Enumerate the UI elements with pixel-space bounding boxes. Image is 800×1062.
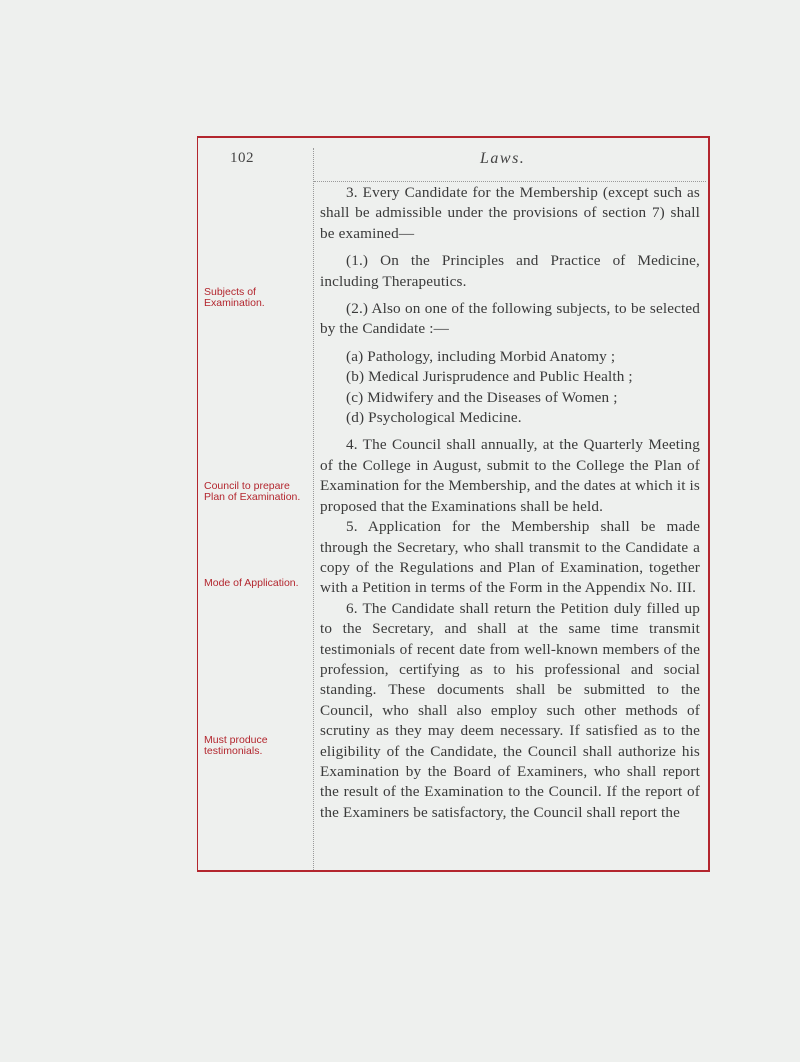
- sidenote-application: Mode of Application.: [204, 577, 299, 589]
- sidenote-council: Council to prepare Plan of Examination.: [204, 480, 301, 503]
- subject-item-a: (a) Pathology, including Morbid Anatomy ;: [346, 347, 616, 365]
- subject-item-d: (d) Psychological Medicine.: [346, 409, 522, 427]
- page-number: 102: [230, 150, 254, 166]
- body-text: [320, 183, 700, 823]
- paragraph-3: 3. Every Candidate for the Membership (except such as shall be admissible under the provisions of section 7) shall be examined—: [320, 184, 700, 242]
- paragraph-3-part-1: (1.) On the Principles and Practice of Medicine, including Therapeutics.: [320, 252, 700, 290]
- paragraph-5: 5. Application for the Membership shall be made through the Secretary, who shall transmit to the Candidate a copy of the Regulations and Plan of Examination, together with a Petition in terms of the Form in the Appendix No. III.: [320, 518, 700, 597]
- margin-divider: [313, 148, 314, 870]
- sidenote-testimonials: Must produce testimonials.: [204, 734, 268, 757]
- header-divider: [314, 181, 706, 182]
- paragraph-4: 4. The Council shall annually, at the Quarterly Meeting of the College in August, submit to the College the Plan of Examination for the Membership, and the dates at which it is proposed that the Examinations shall be held.: [320, 436, 700, 515]
- running-head: Laws.: [480, 150, 526, 167]
- paragraph-6: 6. The Candidate shall return the Petition duly filled up to the Secretary, and shall at the same time transmit testimonials of recent date from well-known members of the profession, certifying as to his professional and social standing. These documents shall be submitted to the Council, who shall also employ such other methods of scrutiny as they may deem necessary. If satisfied as to the eligibility of the Candidate, the Council shall authorize his Examination by the Board of Examiners, who shall report the result of the Examination to the Council. If the report of the Examiners be satisfactory, the Council shall report the: [320, 599, 700, 821]
- subject-item-c: (c) Midwifery and the Diseases of Women ;: [346, 388, 618, 406]
- subject-item-b: (b) Medical Jurisprudence and Public Health ;: [346, 368, 633, 386]
- paragraph-3-part-2: (2.) Also on one of the following subjects, to be selected by the Candidate :—: [320, 300, 700, 338]
- sidenote-subjects: Subjects of Examination.: [204, 286, 265, 309]
